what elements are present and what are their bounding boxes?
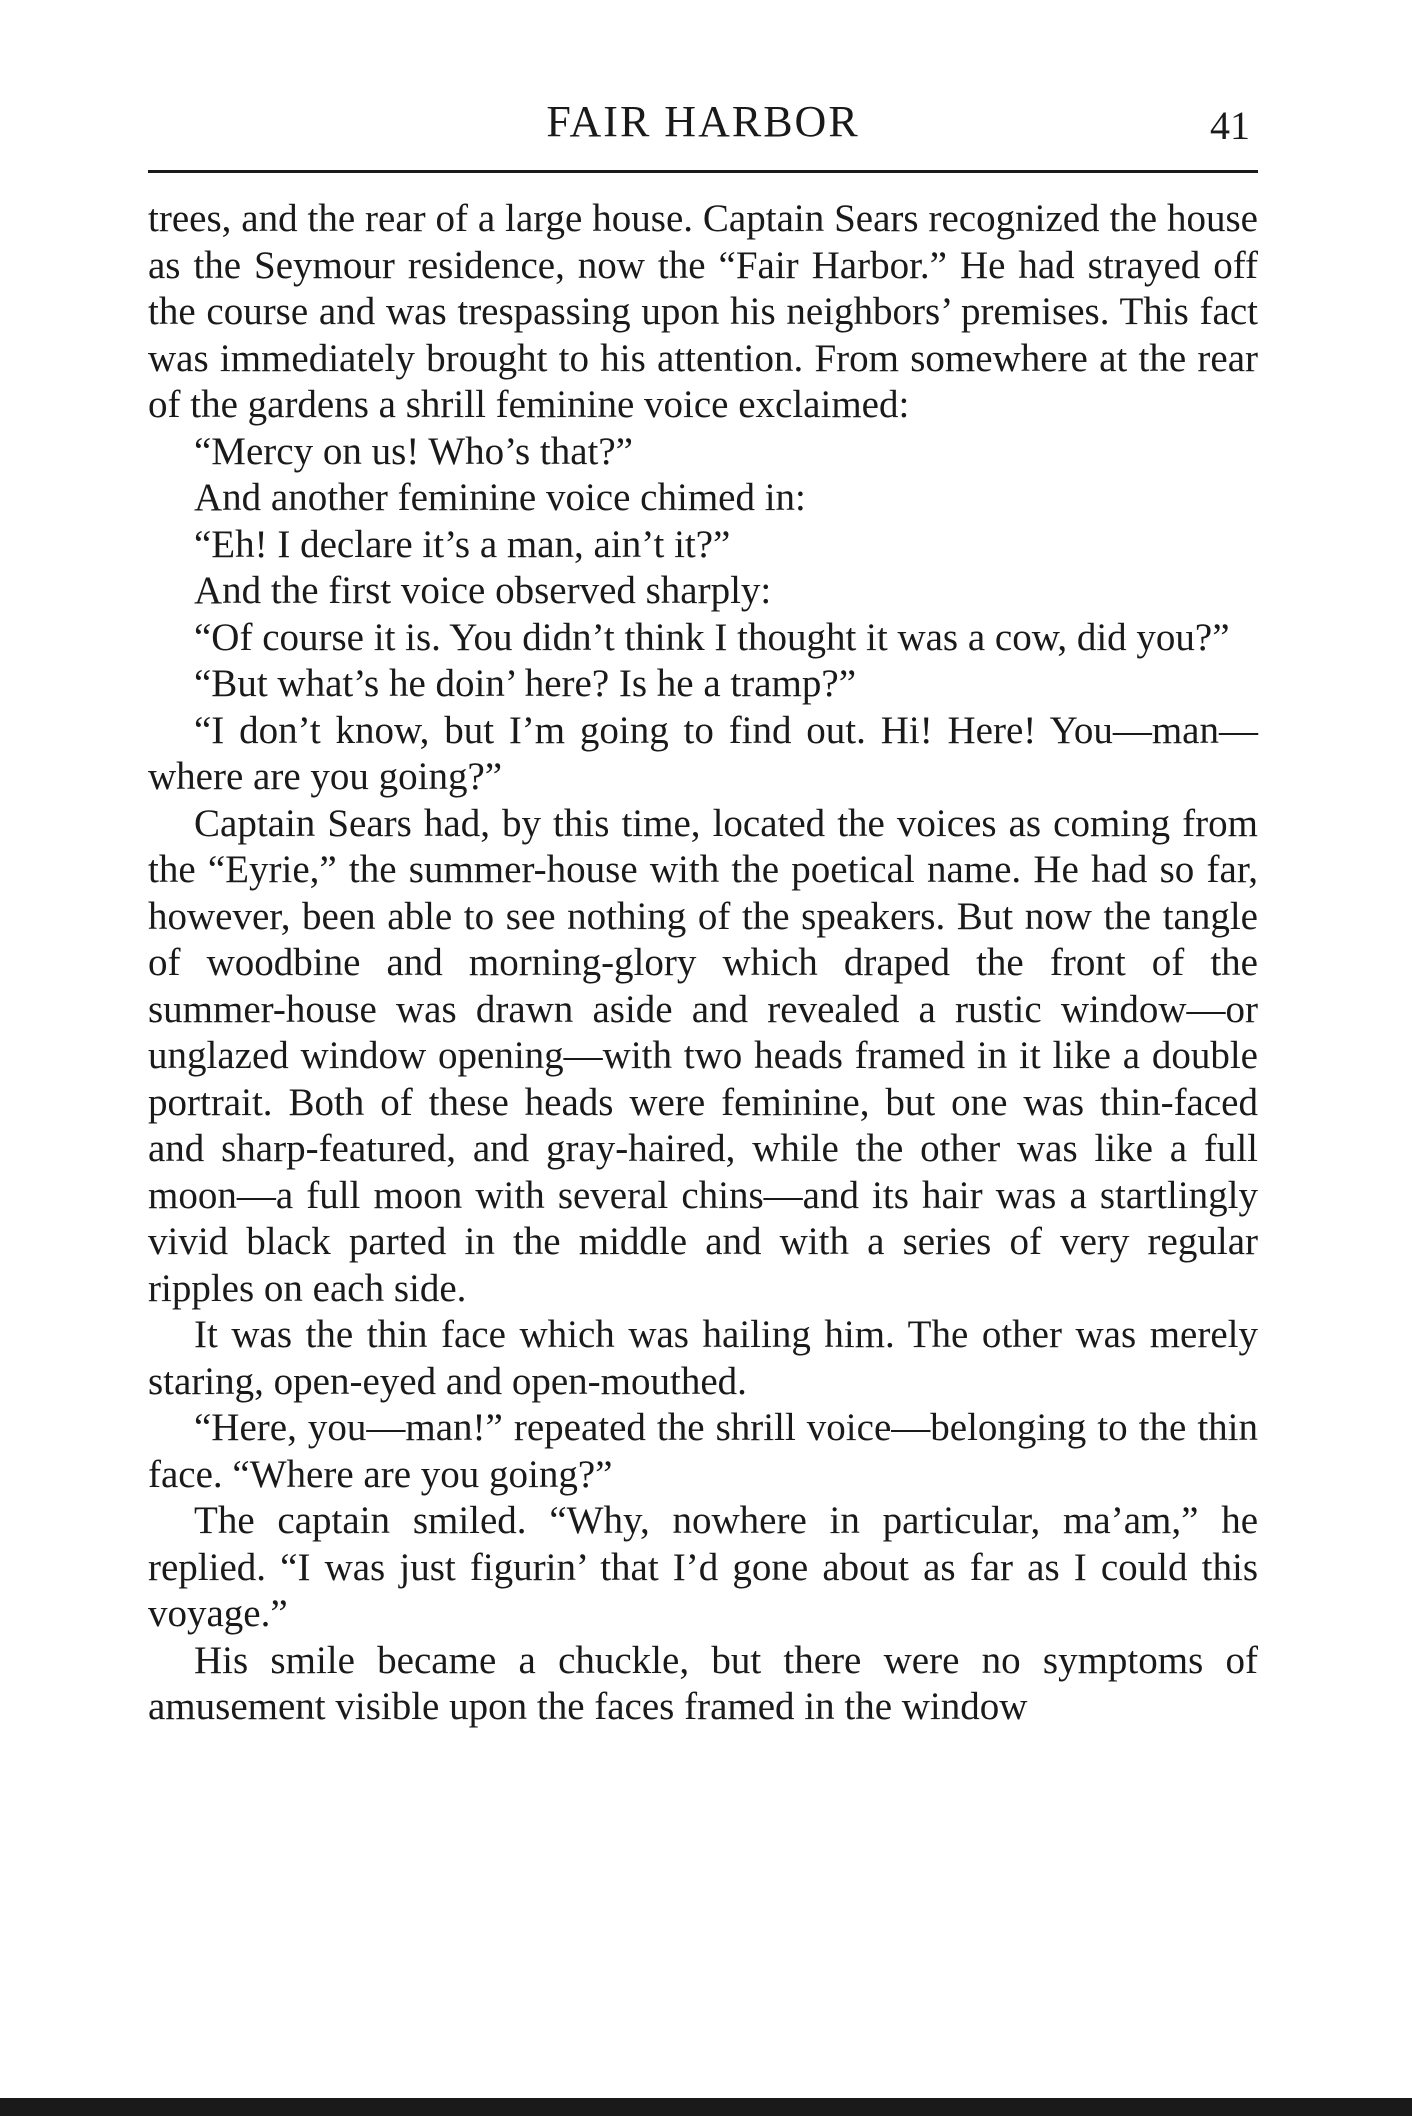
scan-edge-bar	[0, 2098, 1412, 2116]
paragraph: Captain Sears had, by this time, located the voices as coming from the “Eyrie,” the summer-house with the poetical name. He had so far, however, been able to see nothing of the speakers. But now the tangle of woodbine and morning-glory which draped the front of the summer-house was drawn aside and revealed a rustic window—or unglazed window opening—with two heads framed in it like a double portrait. Both of these heads were feminine, but one was thin-faced and sharp-featured, and gray-haired, while the other was like a full moon—a full moon with several chins—and its hair was a startlingly vivid black parted in the middle and with a series of very regular ripples on each side.	[148, 801, 1258, 1310]
page-header	[148, 96, 1258, 156]
paragraph: And the first voice observed sharply:	[194, 569, 772, 612]
paragraph: His smile became a chuckle, but there were no symptoms of amusement visible upon the faces framed in the window	[148, 1638, 1258, 1728]
paragraph: trees, and the rear of a large house. Captain Sears recognized the house as the Seymour residence, now the “Fair Harbor.” He had strayed off the course and was trespassing upon his neighbors’ premises. This fact was immediately brought to his attention. From somewhere at the rear of the gardens a shrill feminine voice exclaimed:	[148, 197, 1258, 426]
paragraph: “I don’t know, but I’m going to find out. Hi! Here! You—man—where are you going?”	[148, 708, 1258, 798]
paragraph: “Of course it is. You didn’t think I thought it was a cow, did you?”	[194, 615, 1230, 659]
paragraph: “Eh! I declare it’s a man, ain’t it?”	[194, 522, 731, 566]
paragraph: “But what’s he doin’ here? Is he a tramp?”	[194, 662, 857, 705]
page-number: 41	[1210, 103, 1250, 148]
paragraph: It was the thin face which was hailing him. The other was merely staring, open-eyed and open-mouthed.	[148, 1313, 1258, 1403]
body-text	[148, 196, 1258, 1731]
paragraph: “Mercy on us! Who’s that?”	[194, 429, 633, 473]
running-head: FAIR HARBOR	[546, 97, 860, 146]
header-rule	[148, 170, 1258, 173]
paragraph: The captain smiled. “Why, nowhere in particular, ma’am,” he replied. “I was just figurin’ that I’d gone about as far as I could this voyage.”	[148, 1499, 1258, 1635]
paragraph: And another feminine voice chimed in:	[194, 476, 806, 519]
paragraph: “Here, you—man!” repeated the shrill voice—belonging to the thin face. “Where are you going?”	[148, 1406, 1258, 1496]
